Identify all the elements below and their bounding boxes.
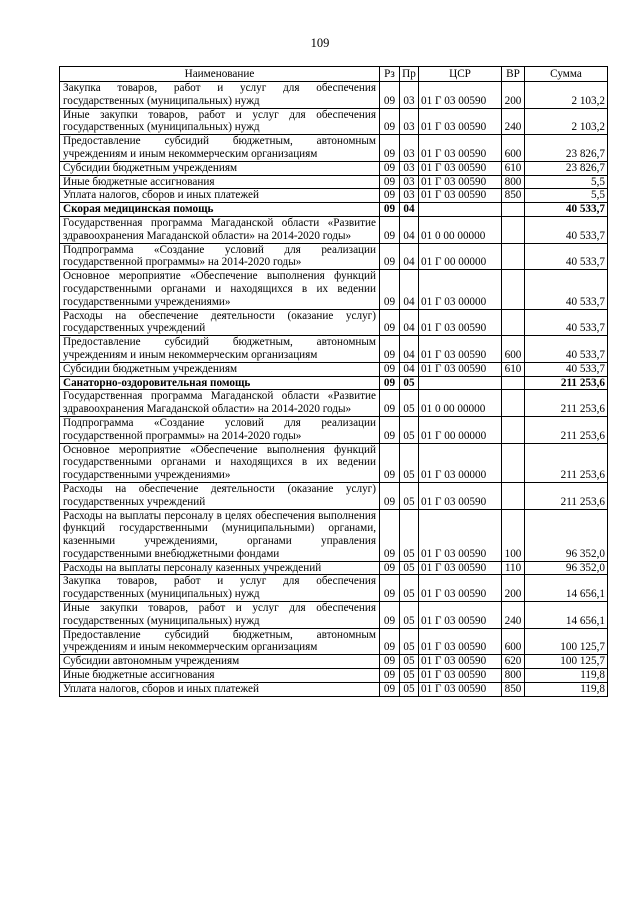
cell-pr: 03: [400, 161, 419, 175]
table-row: [60, 243, 608, 270]
page-number: 109: [310, 36, 330, 50]
table-row: [60, 561, 608, 575]
cell-name: Уплата налогов, сборов и иных платежей: [60, 189, 380, 203]
table-row: [60, 655, 608, 669]
cell-rz: 09: [380, 482, 400, 509]
table-row: [60, 602, 608, 629]
cell-vr: [502, 443, 525, 482]
cell-pr: 05: [400, 390, 419, 417]
cell-sum: 2 103,2: [525, 108, 608, 135]
cell-pr: 05: [400, 443, 419, 482]
cell-pr: 05: [400, 509, 419, 561]
cell-name: Закупка товаров, работ и услуг для обеспечения государственных (муниципальных) нужд: [60, 82, 380, 109]
cell-pr: 05: [400, 655, 419, 669]
cell-csr: 01 Г 03 00590: [419, 602, 502, 629]
cell-csr: 01 Г 03 00590: [419, 175, 502, 189]
cell-vr: [502, 416, 525, 443]
cell-csr: 01 Г 03 00590: [419, 309, 502, 336]
table-row: [60, 189, 608, 203]
cell-sum: 14 656,1: [525, 602, 608, 629]
cell-rz: 09: [380, 602, 400, 629]
cell-vr: 620: [502, 655, 525, 669]
cell-rz: 09: [380, 390, 400, 417]
header-name: Наименование: [60, 67, 380, 82]
cell-pr: 04: [400, 309, 419, 336]
cell-name: Уплата налогов, сборов и иных платежей: [60, 682, 380, 696]
cell-sum: 211 253,6: [525, 416, 608, 443]
table-row: [60, 416, 608, 443]
cell-csr: 01 0 00 00000: [419, 216, 502, 243]
cell-csr: [419, 376, 502, 390]
table-row: [60, 135, 608, 162]
table-body: [60, 82, 608, 697]
cell-sum: 211 253,6: [525, 390, 608, 417]
cell-pr: 05: [400, 376, 419, 390]
cell-pr: 05: [400, 628, 419, 655]
cell-pr: 05: [400, 416, 419, 443]
cell-rz: 09: [380, 189, 400, 203]
cell-vr: 600: [502, 135, 525, 162]
cell-rz: 09: [380, 509, 400, 561]
cell-rz: 09: [380, 561, 400, 575]
cell-vr: 600: [502, 628, 525, 655]
table-row: [60, 203, 608, 217]
table-row: [60, 575, 608, 602]
cell-csr: 01 Г 03 00590: [419, 509, 502, 561]
cell-name: Основное мероприятие «Обеспечение выполнения функций государственными органами и находящихся в их ведении государственными учреждениями»: [60, 270, 380, 309]
cell-rz: 09: [380, 682, 400, 696]
cell-name: Закупка товаров, работ и услуг для обеспечения государственных (муниципальных) нужд: [60, 575, 380, 602]
cell-pr: 04: [400, 362, 419, 376]
cell-pr: 03: [400, 189, 419, 203]
cell-name: Основное мероприятие «Обеспечение выполнения функций государственными органами и находящихся в их ведении государственными учреждениями»: [60, 443, 380, 482]
cell-rz: 09: [380, 362, 400, 376]
cell-vr: [502, 216, 525, 243]
cell-name: Иные закупки товаров, работ и услуг для обеспечения государственных (муниципальных) нужд: [60, 602, 380, 629]
cell-csr: 01 Г 00 00000: [419, 243, 502, 270]
cell-vr: [502, 482, 525, 509]
cell-name: Подпрограмма «Создание условий для реализации государственной программы» на 2014-2020 годы»: [60, 416, 380, 443]
cell-csr: 01 Г 03 00590: [419, 682, 502, 696]
table-row: [60, 82, 608, 109]
cell-csr: 01 Г 03 00590: [419, 135, 502, 162]
cell-name: Иные закупки товаров, работ и услуг для обеспечения государственных (муниципальных) нужд: [60, 108, 380, 135]
cell-rz: 09: [380, 108, 400, 135]
cell-rz: 09: [380, 628, 400, 655]
budget-table: [59, 66, 608, 697]
cell-name: Скорая медицинская помощь: [60, 203, 380, 217]
table-row: [60, 270, 608, 309]
cell-csr: 01 Г 03 00000: [419, 443, 502, 482]
cell-sum: 40 533,7: [525, 270, 608, 309]
table-row: [60, 175, 608, 189]
cell-sum: 40 533,7: [525, 243, 608, 270]
header-sum: Сумма: [525, 67, 608, 82]
cell-csr: 01 Г 03 00590: [419, 669, 502, 683]
cell-name: Субсидии бюджетным учреждениям: [60, 161, 380, 175]
cell-sum: 23 826,7: [525, 135, 608, 162]
cell-vr: [502, 270, 525, 309]
cell-sum: 211 253,6: [525, 482, 608, 509]
cell-sum: 211 253,6: [525, 376, 608, 390]
cell-rz: 09: [380, 135, 400, 162]
table-row: [60, 682, 608, 696]
cell-rz: 09: [380, 336, 400, 363]
cell-vr: 240: [502, 108, 525, 135]
cell-name: Расходы на выплаты персоналу казенных учреждений: [60, 561, 380, 575]
cell-name: Предоставление субсидий бюджетным, автономным учреждениям и иным некоммерческим организациям: [60, 628, 380, 655]
cell-rz: 09: [380, 175, 400, 189]
cell-sum: 23 826,7: [525, 161, 608, 175]
table-row: [60, 108, 608, 135]
cell-sum: 40 533,7: [525, 203, 608, 217]
cell-name: Расходы на обеспечение деятельности (оказание услуг) государственных учреждений: [60, 482, 380, 509]
cell-rz: 09: [380, 655, 400, 669]
cell-csr: 01 Г 03 00590: [419, 655, 502, 669]
cell-pr: 04: [400, 203, 419, 217]
header-pr: Пр: [400, 67, 419, 82]
header-rz: Рз: [380, 67, 400, 82]
cell-pr: 05: [400, 561, 419, 575]
cell-pr: 04: [400, 270, 419, 309]
cell-csr: 01 Г 03 00590: [419, 161, 502, 175]
cell-vr: 850: [502, 189, 525, 203]
cell-name: Субсидии автономным учреждениям: [60, 655, 380, 669]
cell-pr: 04: [400, 243, 419, 270]
cell-pr: 03: [400, 108, 419, 135]
cell-vr: 610: [502, 161, 525, 175]
cell-vr: 800: [502, 669, 525, 683]
cell-pr: 03: [400, 82, 419, 109]
cell-sum: 14 656,1: [525, 575, 608, 602]
cell-sum: 40 533,7: [525, 362, 608, 376]
cell-rz: 09: [380, 203, 400, 217]
cell-csr: 01 Г 03 00590: [419, 575, 502, 602]
cell-name: Расходы на выплаты персоналу в целях обеспечения выполнения функций государственными (муниципальными) органами, казенными учреждениями, органами управления государственными внебюджетными фондами: [60, 509, 380, 561]
table-row: [60, 216, 608, 243]
cell-pr: 05: [400, 682, 419, 696]
cell-name: Иные бюджетные ассигнования: [60, 175, 380, 189]
cell-pr: 05: [400, 575, 419, 602]
table-row: [60, 443, 608, 482]
cell-vr: [502, 243, 525, 270]
header-csr: ЦСР: [419, 67, 502, 82]
cell-name: Санаторно-оздоровительная помощь: [60, 376, 380, 390]
cell-name: Государственная программа Магаданской области «Развитие здравоохранения Магаданской области» на 2014-2020 годы»: [60, 390, 380, 417]
cell-rz: 09: [380, 82, 400, 109]
cell-rz: 09: [380, 416, 400, 443]
cell-name: Государственная программа Магаданской области «Развитие здравоохранения Магаданской области» на 2014-2020 годы»: [60, 216, 380, 243]
table-row: [60, 376, 608, 390]
cell-rz: 09: [380, 216, 400, 243]
cell-rz: 09: [380, 575, 400, 602]
cell-sum: 211 253,6: [525, 443, 608, 482]
cell-rz: 09: [380, 243, 400, 270]
cell-sum: 40 533,7: [525, 309, 608, 336]
cell-rz: 09: [380, 161, 400, 175]
cell-pr: 04: [400, 216, 419, 243]
cell-sum: 96 352,0: [525, 561, 608, 575]
cell-csr: 01 Г 03 00590: [419, 561, 502, 575]
table-row: [60, 336, 608, 363]
cell-vr: 610: [502, 362, 525, 376]
cell-vr: [502, 390, 525, 417]
cell-rz: 09: [380, 443, 400, 482]
table-row: [60, 482, 608, 509]
cell-csr: 01 0 00 00000: [419, 390, 502, 417]
cell-csr: [419, 203, 502, 217]
cell-sum: 96 352,0: [525, 509, 608, 561]
cell-vr: [502, 376, 525, 390]
cell-pr: 05: [400, 482, 419, 509]
cell-pr: 05: [400, 602, 419, 629]
cell-sum: 40 533,7: [525, 216, 608, 243]
cell-pr: 03: [400, 175, 419, 189]
cell-vr: [502, 203, 525, 217]
cell-rz: 09: [380, 309, 400, 336]
cell-csr: 01 Г 03 00590: [419, 108, 502, 135]
cell-csr: 01 Г 03 00590: [419, 189, 502, 203]
table-row: [60, 309, 608, 336]
cell-name: Предоставление субсидий бюджетным, автономным учреждениям и иным некоммерческим организациям: [60, 336, 380, 363]
table-row: [60, 509, 608, 561]
table-row: [60, 390, 608, 417]
table-row: [60, 362, 608, 376]
cell-csr: 01 Г 03 00590: [419, 362, 502, 376]
cell-csr: 01 Г 03 00590: [419, 336, 502, 363]
cell-csr: 01 Г 03 00000: [419, 270, 502, 309]
cell-vr: [502, 309, 525, 336]
table-row: [60, 669, 608, 683]
cell-vr: 200: [502, 82, 525, 109]
cell-rz: 09: [380, 669, 400, 683]
cell-vr: 850: [502, 682, 525, 696]
cell-pr: 03: [400, 135, 419, 162]
cell-sum: 100 125,7: [525, 655, 608, 669]
table-row: [60, 628, 608, 655]
table-row: [60, 161, 608, 175]
cell-vr: 240: [502, 602, 525, 629]
cell-pr: 05: [400, 669, 419, 683]
cell-rz: 09: [380, 376, 400, 390]
cell-vr: 800: [502, 175, 525, 189]
cell-csr: 01 Г 03 00590: [419, 628, 502, 655]
cell-csr: 01 Г 03 00590: [419, 482, 502, 509]
cell-sum: 119,8: [525, 682, 608, 696]
cell-name: Предоставление субсидий бюджетным, автономным учреждениям и иным некоммерческим организациям: [60, 135, 380, 162]
cell-name: Субсидии бюджетным учреждениям: [60, 362, 380, 376]
cell-sum: 119,8: [525, 669, 608, 683]
header-vr: ВР: [502, 67, 525, 82]
cell-vr: 600: [502, 336, 525, 363]
cell-vr: 200: [502, 575, 525, 602]
cell-sum: 5,5: [525, 175, 608, 189]
cell-sum: 5,5: [525, 189, 608, 203]
cell-name: Иные бюджетные ассигнования: [60, 669, 380, 683]
cell-sum: 100 125,7: [525, 628, 608, 655]
cell-name: Подпрограмма «Создание условий для реализации государственной программы» на 2014-2020 годы»: [60, 243, 380, 270]
cell-rz: 09: [380, 270, 400, 309]
cell-pr: 04: [400, 336, 419, 363]
table-header-row: [60, 67, 608, 82]
cell-csr: 01 Г 00 00000: [419, 416, 502, 443]
cell-name: Расходы на обеспечение деятельности (оказание услуг) государственных учреждений: [60, 309, 380, 336]
cell-vr: 110: [502, 561, 525, 575]
cell-vr: 100: [502, 509, 525, 561]
cell-csr: 01 Г 03 00590: [419, 82, 502, 109]
cell-sum: 40 533,7: [525, 336, 608, 363]
cell-sum: 2 103,2: [525, 82, 608, 109]
